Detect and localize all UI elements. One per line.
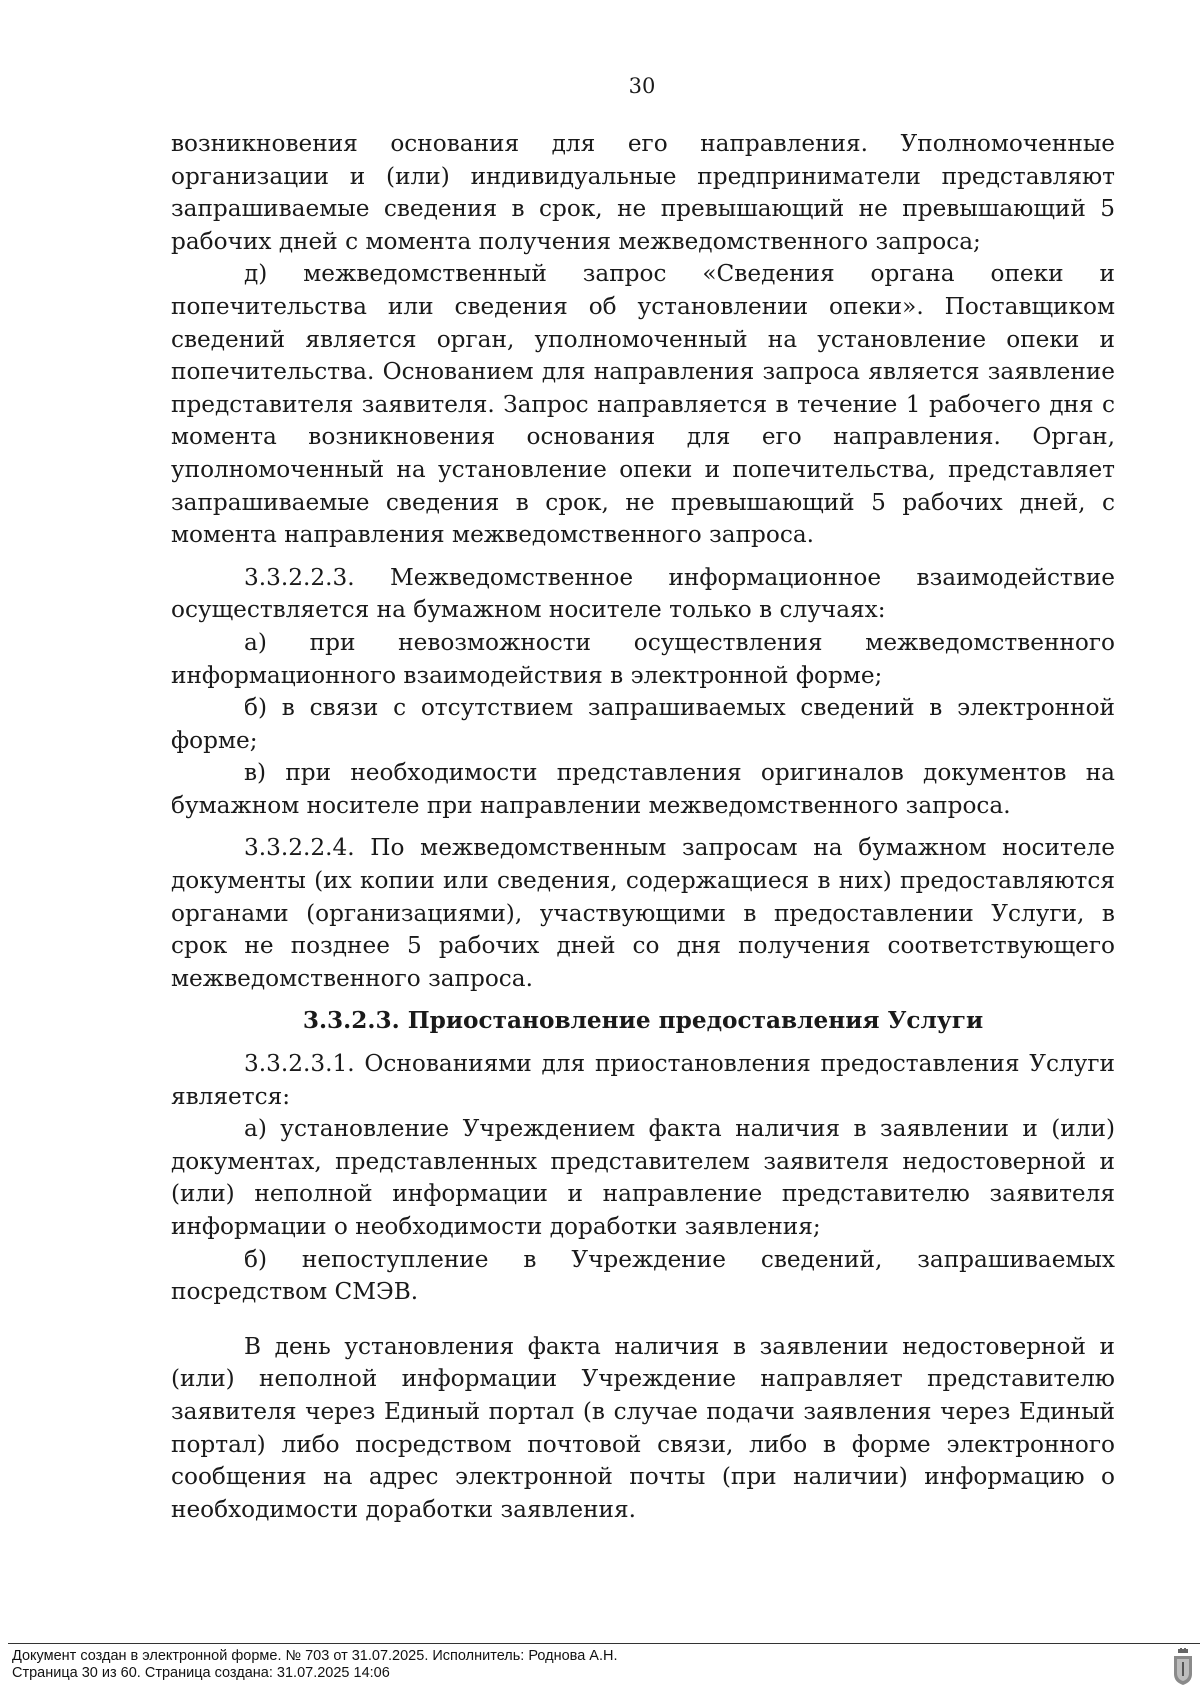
list-item: в) при необходимости представления оригиналов документов на бумажном носителе при направлении межведомственного запроса. xyxy=(171,759,1115,819)
page-number: 30 xyxy=(628,74,656,98)
footer xyxy=(12,1648,618,1682)
footer-divider xyxy=(8,1643,1200,1644)
paragraph: 3.3.2.3.1. Основаниями для приостановления предоставления Услуги является: xyxy=(171,1050,1115,1110)
paragraph: 3.3.2.2.3. Межведомственное информационное взаимодействие осуществляется на бумажном носителе только в случаях: xyxy=(171,563,1115,624)
paragraph: д) межведомственный запрос «Сведения органа опеки и попечительства или сведения об установлении опеки». Поставщиком сведений является орган, уполномоченный на установление опеки и попечительства. Основанием для направления запроса является заявление представителя заявителя. Запрос направляется в течение 1 рабочего дня с момента возникновения основания для его направления. Орган, уполномоченный на установление опеки и попечительства, представляет запрашиваемые сведения в срок, не превышающий 5 рабочих дней, с момента направления межведомственного запроса. xyxy=(171,260,1115,549)
list-item: б) в связи с отсутствием запрашиваемых сведений в электронной форме; xyxy=(171,694,1115,754)
paragraph: возникновения основания для его направления. Уполномоченные организации и (или) индивидуальные предприниматели представляют запрашиваемые сведения в срок, не превышающий не превышающий 5 рабочих дней с момента получения межведомственного запроса; xyxy=(171,130,1115,255)
list-item: а) при невозможности осуществления межведомственного информационного взаимодействия в электронной форме; xyxy=(171,628,1115,689)
paragraph: В день установления факта наличия в заявлении недостоверной и (или) неполной информации Учреждение направляет представителю заявителя через Единый портал (в случае подачи заявления через Единый портал) либо посредством почтовой связи, либо в форме электронного сообщения на адрес электронной почты (при наличии) информацию о необходимости доработки заявления. xyxy=(171,1332,1115,1523)
footer-line-page: Страница 30 из 60. Страница создана: 31.07.2025 14:06 xyxy=(12,1665,390,1681)
section-heading: 3.3.2.3. Приостановление предоставления Услуги xyxy=(302,1007,984,1035)
footer-line-document: Документ создан в электронной форме. № 703 от 31.07.2025. Исполнитель: Роднова А.Н. xyxy=(12,1648,618,1664)
list-item: б) непоступление в Учреждение сведений, запрашиваемых посредством СМЭВ. xyxy=(171,1245,1115,1306)
list-item: а) установление Учреждением факта наличия в заявлении и (или) документах, представленных представителем заявителя недостоверной и (или) неполной информации и направление представителю заявителя информации о необходимости доработки заявления; xyxy=(171,1115,1115,1240)
paragraph: 3.3.2.2.4. По межведомственным запросам на бумажном носителе документы (их копии или сведения, содержащиеся в них) предоставляются органами (организациями), участвующими в предоставлении Услуги, в срок не позднее 5 рабочих дней со дня получения соответствующего межведомственного запроса. xyxy=(171,834,1115,992)
document-body xyxy=(171,128,1115,1526)
coat-of-arms-icon xyxy=(1172,1648,1194,1686)
